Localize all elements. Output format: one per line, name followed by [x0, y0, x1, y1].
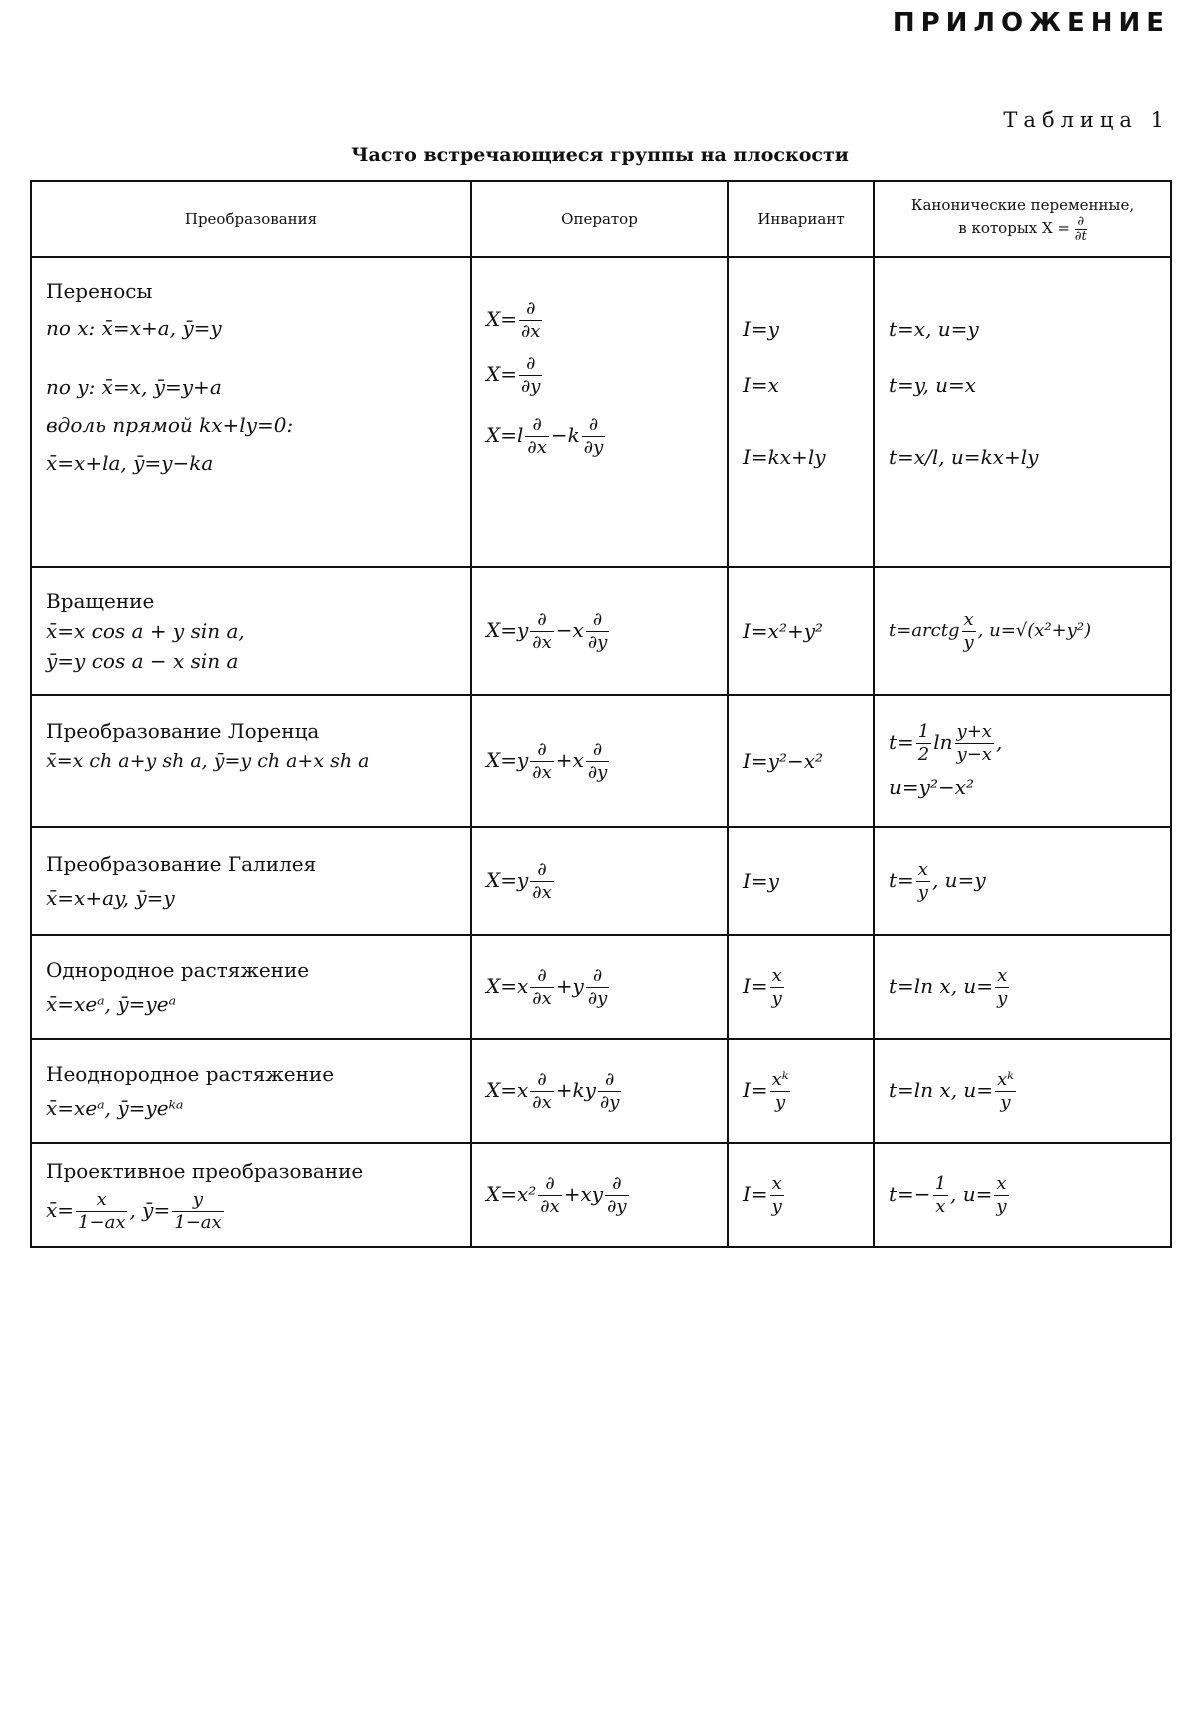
table-row	[31, 257, 1171, 567]
invariant-formula: I=x²+y²	[743, 619, 824, 643]
operator-formula: X=l $\frac{\partial}{\partial x}$ −k $\frac{\partial}{\partial y}$	[486, 414, 604, 458]
header-transform: Преобразования	[31, 181, 471, 257]
operator-formula: X= $\frac{\partial}{\partial y}$	[486, 353, 541, 397]
transform-name: Неоднородное растяжение	[46, 1062, 335, 1086]
table-row	[31, 935, 1171, 1039]
transform-formula: вдоль прямой kx+ly=0:	[46, 413, 294, 437]
operator-cell: X=y $\frac{\partial}{\partial x}$	[471, 827, 728, 935]
header-canonical-line2: в которых X =	[958, 219, 1070, 237]
transform-cell	[31, 935, 471, 1039]
table-row	[31, 695, 1171, 827]
transform-formula: по y: x̄=x, ȳ=y+a	[46, 375, 222, 399]
transform-cell	[31, 257, 471, 567]
table-row	[31, 827, 1171, 935]
canonical-cell	[874, 257, 1171, 567]
invariant-cell: I= $\frac{\text{xᵏ}}{y}$	[728, 1039, 874, 1143]
canonical-cell: t= $\frac{1}{2}$ ln $\frac{y+x}{y-x}$ , u=y²−x²	[874, 695, 1171, 827]
operator-cell: X=x² $\frac{\partial}{\partial x}$ +xy $\frac{\partial}{\partial y}$	[471, 1143, 728, 1247]
operator-cell: X=x $\frac{\partial}{\partial x}$ +ky $\frac{\partial}{\partial y}$	[471, 1039, 728, 1143]
transform-formula: x̄=x+la, ȳ=y−ka	[46, 451, 214, 475]
transform-name: Однородное растяжение	[46, 958, 310, 982]
table-number: Таблица 1	[1003, 108, 1170, 132]
canonical-formula: t=x, u=y	[889, 317, 979, 341]
transform-cell	[31, 827, 471, 935]
table-row	[31, 567, 1171, 695]
canonical-cell: t=ln x, u= $\frac{\text{xᵏ}}{y}$	[874, 1039, 1171, 1143]
header-canonical	[874, 181, 1171, 257]
canonical-cell: t=ln x, u= $\frac{x}{y}$	[874, 935, 1171, 1039]
transform-formula: x̄=xeᵃ, ȳ=yeᵏᵃ	[46, 1096, 184, 1120]
invariant-formula: I=y	[743, 869, 779, 893]
transform-formula: x̄=x+ay, ȳ=y	[46, 886, 175, 910]
transform-formula: ȳ=y cos a − x sin a	[46, 649, 239, 673]
transform-cell	[31, 567, 471, 695]
invariant-formula: I=y²−x²	[743, 749, 824, 773]
operator-cell: X=x $\frac{\partial}{\partial x}$ +y $\frac{\partial}{\partial y}$	[471, 935, 728, 1039]
header-operator: Оператор	[471, 181, 728, 257]
canonical-cell: t= $\frac{x}{y}$ , u=y	[874, 827, 1171, 935]
groups-table	[30, 180, 1172, 1248]
canonical-formula: t=y, u=x	[889, 373, 977, 397]
transform-formula: x̄=x ch a+y sh a, ȳ=y ch a+x sh a	[46, 750, 370, 772]
transform-name: Преобразование Галилея	[46, 852, 317, 876]
transform-name: Проективное преобразование	[46, 1159, 364, 1183]
table-row	[31, 1039, 1171, 1143]
header-canonical-line1: Канонические переменные,	[910, 195, 1135, 214]
canonical-formula: t=x/l, u=kx+ly	[889, 445, 1039, 469]
page-header: ПРИЛОЖЕНИЕ	[892, 8, 1170, 38]
invariant-cell	[728, 827, 874, 935]
invariant-formula: I=y	[743, 317, 779, 341]
operator-cell: X=y $\frac{\partial}{\partial x}$ −x $\frac{\partial}{\partial y}$	[471, 567, 728, 695]
table-title: Часто встречающиеся группы на плоскости	[351, 144, 849, 166]
transform-formula: x̄= $\frac{x}{1-ax}$ , ȳ= $\frac{y}{1-ax}$	[46, 1189, 222, 1233]
operator-cell	[471, 257, 728, 567]
invariant-cell	[728, 567, 874, 695]
transform-name: Переносы	[46, 279, 153, 303]
invariant-formula: I=x	[743, 373, 779, 397]
header-invariant: Инвариант	[728, 181, 874, 257]
transform-name: Преобразование Лоренца	[46, 719, 320, 743]
canonical-cell: t=− $\frac{1}{x}$ , u= $\frac{x}{y}$	[874, 1143, 1171, 1247]
transform-formula: по x: x̄=x+a, ȳ=y	[46, 316, 222, 340]
invariant-cell	[728, 695, 874, 827]
table-header-row	[31, 181, 1171, 257]
header-fraction: $\frac{\partial}{\partial t}$	[1074, 213, 1087, 244]
transform-name: Вращение	[46, 589, 155, 613]
transform-formula: x̄=xeᵃ, ȳ=yeᵃ	[46, 992, 177, 1016]
transform-formula: x̄=x cos a + y sin a,	[46, 619, 245, 643]
invariant-cell: I= $\frac{x}{y}$	[728, 1143, 874, 1247]
transform-cell	[31, 1143, 471, 1247]
canonical-cell: t=arctg $\frac{x}{y}$ , u=√(x²+y²)	[874, 567, 1171, 695]
operator-cell: X=y $\frac{\partial}{\partial x}$ +x $\frac{\partial}{\partial y}$	[471, 695, 728, 827]
invariant-formula: I=kx+ly	[743, 445, 826, 469]
invariant-cell: I= $\frac{x}{y}$	[728, 935, 874, 1039]
operator-formula: X= $\frac{\partial}{\partial x}$	[486, 298, 541, 342]
canonical-formula: u=y²−x²	[889, 774, 975, 799]
invariant-cell	[728, 257, 874, 567]
transform-cell	[31, 1039, 471, 1143]
transform-cell	[31, 695, 471, 827]
table-row	[31, 1143, 1171, 1247]
